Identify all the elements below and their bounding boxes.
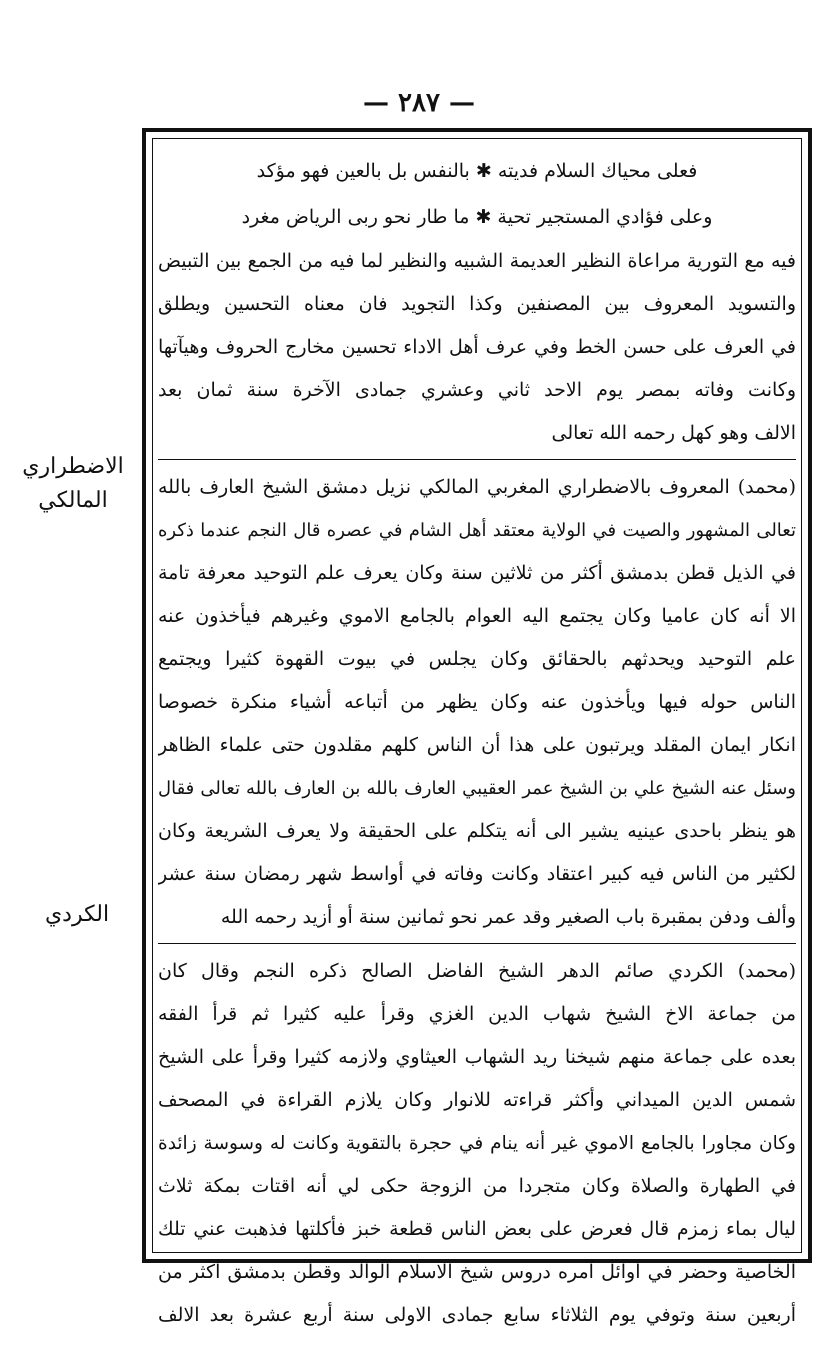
text-line: الناس حوله فيها ويأخذون عنه وكان يظهر من أتباعه أشياء منكرة خصوصا (158, 691, 796, 713)
text-line: في العرف على حسن الخط وفي عرف أهل الاداء تحسين مخارج الحروف وهيآتها (158, 336, 796, 358)
main-text (158, 148, 796, 1337)
text-line: والتسويد المعروف بين المصنفين وكذا التجويد فان معناه التحسين ويطلق (158, 293, 796, 315)
text-line: من جماعة الاخ الشيخ شهاب الدين الغزي وقرأ عليه كثيرا ثم قرأ الفقه (158, 1003, 796, 1025)
text-line: الخاصية وحضر في أوائل أمره دروس شيخ الاسلام الوالد وقطن بدمشق أكثر من (158, 1261, 796, 1283)
text-line: (محمد) المعروف بالاضطراري المغربي المالكي نزيل دمشق الشيخ العارف بالله (158, 476, 796, 498)
section-divider (158, 943, 796, 944)
text-line: أربعين سنة وتوفي يوم الثلاثاء سابع جمادى الاولى سنة أربع عشرة بعد الالف (158, 1304, 796, 1326)
text-line: ليال بماء زمزم قال فعرض على بعض الناس قطعة خبز فأكلتها فذهبت عني تلك (158, 1218, 796, 1240)
section-divider (158, 459, 796, 460)
verse-line: وعلى فؤادي المستجير تحية ✱ ما طار نحو ربى الرياض مغرد (241, 206, 713, 228)
text-line: في الطهارة والصلاة وكان متجردا من الزوجة حكى لي أنه اقتات بمكة ثلاث (158, 1175, 796, 1197)
text-line: الالف وهو كهل رحمه الله تعالى (551, 422, 796, 444)
text-line: علم التوحيد ويحدثهم بالحقائق وكان يجلس في بيوت القهوة كثيرا ويجتمع (158, 648, 796, 670)
text-line: بعده على جماعة منهم شيخنا ريد الشهاب العيثاوي ولازمه كثيرا وقرأ على الشيخ (158, 1046, 796, 1068)
text-line: وألف ودفن بمقبرة باب الصغير وقد عمر نحو ثمانين سنة أو أزيد رحمه الله (220, 906, 796, 928)
text-line: هو ينظر باحدى عينيه يشير الى أنه يتكلم على الحقيقة ولا يعرف الشريعة وكان (158, 820, 796, 842)
text-line: وكانت وفاته بمصر يوم الاحد ثاني وعشري جمادى الآخرة سنة ثمان بعد (158, 379, 796, 401)
text-line: شمس الدين الميداني وأكثر قراءته للانوار وكان يلازم القراءة في المصحف (158, 1089, 796, 1111)
margin-note-idtirari: الاضطراري المالكي (22, 454, 124, 513)
margin-note-kurdi: الكردي (44, 902, 110, 927)
verse-line: فعلى محياك السلام فديته ✱ بالنفس بل بالعين فهو مؤكد (256, 160, 698, 182)
text-line: الا أنه كان عاميا وكان يجتمع اليه العوام بالجامع الاموي وغيرهم فيأخذون عنه (158, 605, 796, 627)
text-line: في الذيل قطن بدمشق أكثر من ثلاثين سنة وكان يعرف علم التوحيد معرفة تامة (158, 562, 796, 584)
text-line: تعالى المشهور والصيت في الولاية معتقد أهل الشام في عصره قال النجم عندما ذكره (158, 520, 796, 541)
text-line: وكان مجاورا بالجامع الاموي غير أنه ينام في حجرة بالتقوية وكانت له وسوسة زائدة (158, 1133, 796, 1154)
text-line: (محمد) الكردي صائم الدهر الشيخ الفاضل الصالح ذكره النجم وقال كان (158, 960, 796, 982)
text-line: وسئل عنه الشيخ علي بن الشيخ عمر العقيبي العارف بالله بن العارف بالله تعالى فقال (158, 778, 796, 799)
text-line: انكار ايمان المقلد ويرتبون على هذا أن الناس كلهم مقلدون حتى علماء الظاهر (158, 734, 796, 756)
text-line: فيه مع التورية مراعاة النظير العديمة الشبيه والنظير لما فيه من الجمع بين التبيض (158, 250, 796, 272)
text-line: لكثير من الناس فيه كبير اعتقاد وكانت وفاته في أواسط شهر رمضان سنة عشر (158, 863, 796, 885)
page-number: — ٢٨٧ — (362, 88, 476, 118)
